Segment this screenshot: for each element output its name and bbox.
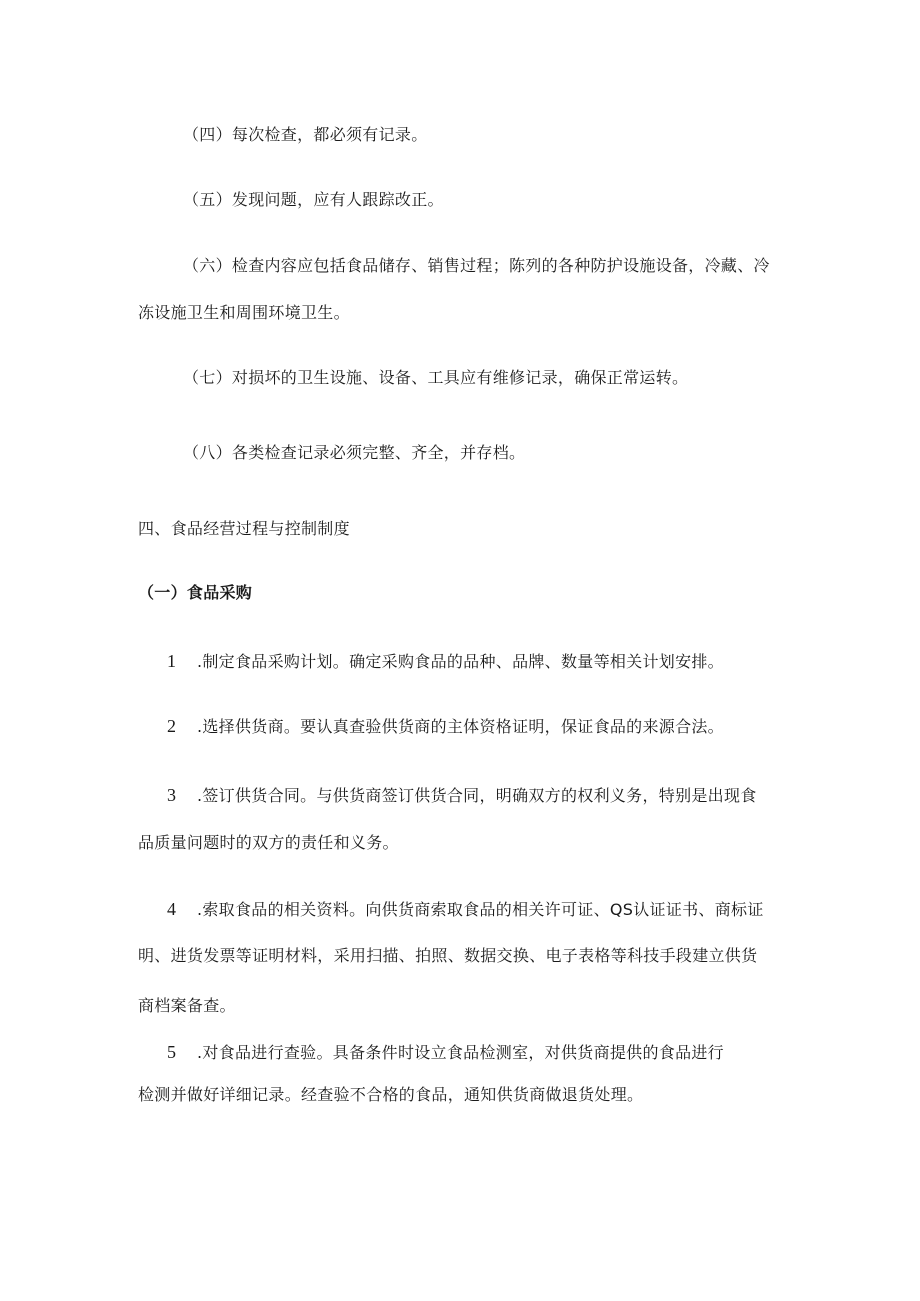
item-text: .索取食品的相关资料。向供货商索取食品的相关许可证、QS认证证书、商标证 xyxy=(197,900,764,919)
procurement-item-1 xyxy=(167,651,724,672)
item-text: .选择供货商。要认真查验供货商的主体资格证明，保证食品的来源合法。 xyxy=(197,717,724,736)
inspection-item-6-line-2: 冻设施卫生和周围环境卫生。 xyxy=(138,303,350,322)
item-number: 3 xyxy=(167,785,177,805)
item-text: .对食品进行查验。具备条件时设立食品检测室，对供货商提供的食品进行 xyxy=(197,1043,724,1062)
inspection-item-5: （五）发现问题，应有人跟踪改正。 xyxy=(183,190,444,209)
procurement-item-3-line-2: 品质量问题时的双方的责任和义务。 xyxy=(138,833,399,852)
procurement-item-5-line-1 xyxy=(167,1042,724,1063)
item-number: 1 xyxy=(167,651,177,671)
chapter-title: 四、食品经营过程与控制制度 xyxy=(138,519,350,538)
inspection-item-4: （四）每次检查，都必须有记录。 xyxy=(183,125,428,144)
item-number: 4 xyxy=(167,899,177,919)
inspection-item-6-line-1: （六）检查内容应包括食品储存、销售过程；陈列的各种防护设施设备，冷藏、冷 xyxy=(183,256,770,275)
item-number: 5 xyxy=(167,1042,177,1062)
procurement-item-4-line-1 xyxy=(167,899,764,920)
procurement-item-5-line-2: 检测并做好详细记录。经查验不合格的食品，通知供货商做退货处理。 xyxy=(138,1085,644,1104)
inspection-item-8: （八）各类检查记录必须完整、齐全，并存档。 xyxy=(183,443,526,462)
procurement-item-4-line-2: 明、进货发票等证明材料，采用扫描、拍照、数据交换、电子表格等科技手段建立供货 xyxy=(138,946,758,965)
item-number: 2 xyxy=(167,716,177,736)
procurement-item-4-line-3: 商档案备查。 xyxy=(138,996,236,1015)
inspection-item-7: （七）对损坏的卫生设施、设备、工具应有维修记录，确保正常运转。 xyxy=(183,368,689,387)
procurement-item-2 xyxy=(167,716,724,737)
item-text: .制定食品采购计划。确定采购食品的品种、品牌、数量等相关计划安排。 xyxy=(197,652,724,671)
item-text: .签订供货合同。与供货商签订供货合同，明确双方的权利义务，特别是出现食 xyxy=(197,786,757,805)
procurement-item-3-line-1 xyxy=(167,785,757,806)
subsection-title: （一）食品采购 xyxy=(138,583,253,602)
